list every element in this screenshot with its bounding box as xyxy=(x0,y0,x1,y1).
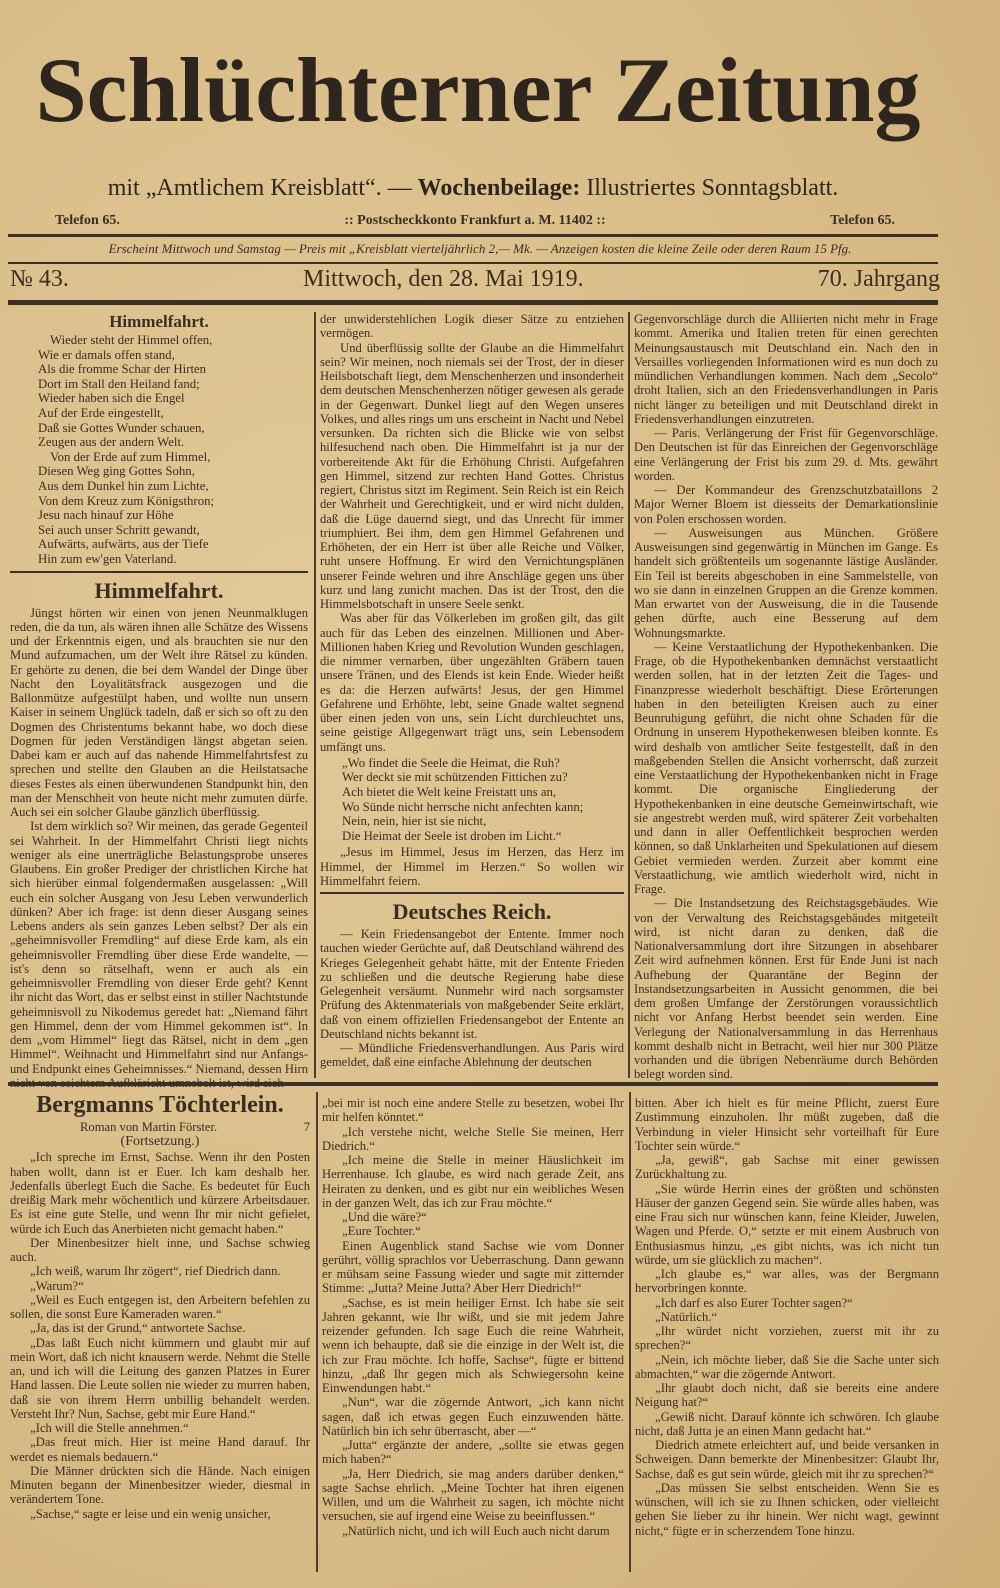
news-item: — Keine Verstaatlichung der Hypothekenbanken. Die Frage, ob die Hypothekenbanken demnächst verstaatlicht werden sollen, hat in der letzten Zeit die Tages- und Finanzpresse wiederholt beschäftigt. Diese Erörterungen haben in den beteiligten Kreisen auch zu einer Beunruhigung geführt, die nicht ohne Schaden für die Ordnung in unserem Hypothekenwesen bleiben konnte. Es wird deshalb von amtlicher Seite festgestellt, daß in den maßgebenden Stellen die Ansicht vorherrscht, daß zurzeit eine Verstaatlichung der Hypothekenbanken nicht in Frage kommt. Die organische Eingliederung der Hypothekenbanken in eine deutsche Gemeinwirtschaft, wie sie angestrebt werden muß, wird späterer Zeit vorbehalten und dann in aller Oeffentlichkeit besprochen werden können, so daß Unklarheiten und Spekulationen auf diesem Gebiet vermieden werden. Zurzeit aber kommt eine Verstaatlichung, wie amtlich wiederholt wird, nicht in Frage. xyxy=(634,639,938,896)
section-title-deutsches-reich: Deutsches Reich. xyxy=(392,899,552,925)
poem-line: Auf der Erde eingestellt, xyxy=(38,405,164,420)
paragraph: bitten. Aber ich hielt es für meine Pflicht, zuerst Eure Zustimmung einzuholen. Ihr müßt zugeben, daß die Verbindung in vieler Hinsicht sehr vorteilhaft für Eure Tochter sein würde.“ xyxy=(635,1096,939,1153)
divider xyxy=(8,262,938,264)
paragraph: „Ich spreche im Ernst, Sachse. Wenn ihr den Posten haben wollt, dann ist er Euer. Ich kam deshalb her. Jedenfalls überlegt Euch die Sache. Es bedeutet für Euch dreißig Mark mehr wöchentlich und kürzere Arbeitsdauer. Es ist eine gute Stelle, und wenn Ihr mir nicht gefielet, würde ich Euch das Anerbieten nicht gemacht haben.“ xyxy=(10,1150,310,1236)
volume-year: 70. Jahrgang xyxy=(817,266,940,292)
verse-line: Die Heimat der Seele ist droben im Licht.“ xyxy=(342,828,562,843)
paragraph: „Das freut mich. Hier ist meine Hand darauf. Ihr werdet es niemals bedauern.“ xyxy=(10,1435,310,1464)
serial-title: Bergmanns Töchterlein. xyxy=(36,1092,284,1118)
dateline xyxy=(10,266,940,293)
news-item: — Ausweisungen aus München. Größere Ausweisungen sind gegenwärtig in München im Gange. Es handelt sich größtenteils um sogenannte lästige Ausländer. Ein Teil ist bereits abgeschoben in eine Sammelstelle, von wo sie dann in einzelnen Gruppen an die Grenze kommen. Man erwartet von der Ausweisung, die in die Tausende gehen dürfte, auch eine Besserung auf dem Wohnungsmarkte. xyxy=(634,525,938,640)
news-items-continued xyxy=(634,312,938,1082)
poem-line: Dort im Stall den Heiland fand; xyxy=(38,376,200,391)
poem-line: Wieder steht der Himmel offen, xyxy=(50,333,213,347)
serial-text xyxy=(635,1096,939,1538)
paragraph: „Jutta“ ergänzte der andere, „sollte sie etwas gegen mich haben?“ xyxy=(322,1438,624,1467)
masthead-subtitle xyxy=(18,172,928,204)
poem-line: Von dem Kreuz zum Königsthron; xyxy=(38,493,215,508)
divider xyxy=(320,892,624,894)
article-title: Himmelfahrt. xyxy=(94,577,224,603)
phone-right: Telefon 65. xyxy=(830,213,895,228)
paragraph: Jüngst hörten wir einen von jenen Neunmalklugen reden, die da tun, als wären ihnen alle Schätze des Wissens und der Erkenntnis eigen, und als brauchten sie nur den Mund aufzumachen, um der Welt ihre Rätsel zu künden. Er gehörte zu denen, die bei dem Wandel der Dinge über Nacht den Loyalitätsfrack ausgezogen und die Ballonmütze aufgestülpt haben, und wollte nun unsern Kaiser in seinem Unglück tadeln, daß er sich so oft zu den Dogmen des Christentums bekannt habe, wo doch diese Dogmen für jeden Verständigen längst abgetan seien. Dabei kam er auch auf das nahende Himmelfahrtsfest zu sprechen und stellte den Glauben an die Heilstatsache dieses Festes als einen überwundenen Standpunkt hin, den man der Menschheit von heute nicht mehr zumuten dürfe. Auch sei ein solcher Glaube gänzlich überflüssig. xyxy=(10,605,308,819)
serial-continued: (Fortsetzung.) xyxy=(120,1134,200,1150)
paragraph: „Ihr glaubt doch nicht, daß sie bereits eine andere Neigung hat?“ xyxy=(635,1381,939,1410)
verse-line: Wer deckt sie mit schützenden Fittichen zu? xyxy=(342,770,568,785)
poem-title: Himmelfahrt. xyxy=(109,312,209,331)
serial-byline-row xyxy=(10,1120,310,1134)
paragraph: „Ihr würdet nicht vorziehen, zuerst mit ihr zu sprechen?“ xyxy=(635,1324,939,1353)
paragraph: „Natürlich.“ xyxy=(655,1309,718,1324)
poem-line: Jesu nach hinauf zur Höhe xyxy=(38,508,174,523)
poem-line: Daß sie Gottes Wunder schauen, xyxy=(38,420,205,435)
subtitle-weekly-label: Wochenbeilage: xyxy=(417,175,581,201)
divider xyxy=(8,1082,938,1086)
paragraph: Einen Augenblick stand Sachse wie vom Donner gerührt, völlig sprachlos vor Ueberraschung. Dann gewann er mühsam seine Fassung wieder und sagte mit zitternder Stimme: „Jutta? Meine Jutta? Aber Herr Diedrich!“ xyxy=(322,1238,624,1296)
divider xyxy=(10,571,308,573)
paragraph: der unwiderstehlichen Logik dieser Sätze zu entziehen vermögen. xyxy=(320,312,624,341)
poem-line: Sei auch unser Schritt gewandt, xyxy=(38,522,200,537)
paragraph: „Und die wäre?“ xyxy=(342,1210,427,1224)
postal-account: :: Postscheckkonto Frankfurt a. M. 11402 :: xyxy=(344,213,606,228)
divider xyxy=(8,300,938,305)
news-item: — Kein Friedensangebot der Entente. Immer noch tauchen wieder Gerüchte auf, daß Deutschland während des Krieges Gelegenheit gehabt hätte, mit der Entente Frieden zu schließen und die deutsche Regierung habe diese Gelegenheit versäumt. Nunmehr wird nach sorgsamster Prüfung des Aktenmaterials von maßgebender Seite erklärt, daß von einem offiziellen Friedensangebot der Entente an Deutschland nichts bekannt ist. xyxy=(320,927,624,1041)
verse-line: Nein, nein, hier ist sie nicht, xyxy=(342,814,487,829)
news-item: — Die Instandsetzung des Reichstagsgebäudes. Wie von der Verwaltung des Reichstagsgebäudes mitgeteilt wird, ist nicht daran zu denken, daß die Nationalversammlung dort ihre Sitzungen in absehbarer Zeit wird aufnehmen können. Erst für Ende Juni ist nach Aufhebung der Quarantäne der Beginn der Instandsetzungsarbeiten in Aussicht genommen, die bei dem großen Umfange der Zerstörungen voraussichtlich nicht vor Anfang Herbst beendet sein werden. Eine Verlegung der Nationalversammlung in das Herrenhaus kommt deshalb nicht in Betracht, weil hier nur 300 Plätze vorhanden und die übrigen Nebenräume durch Behörden belegt worden sind. xyxy=(634,896,938,1082)
verse-line: Wo Sünde nicht herrsche nicht anfechten kann; xyxy=(342,799,584,814)
paragraph: „Eure Tochter.“ xyxy=(342,1224,421,1239)
paragraph: „Warum?“ xyxy=(30,1278,84,1293)
paragraph: Diedrich atmete erleichtert auf, und beide versanken in Schweigen. Dann bemerkte der Minenbesitzer: Glaubt Ihr, Sachse, daß es gut sein würde, gleich mit ihr zu sprechen?“ xyxy=(635,1438,939,1481)
paragraph: „Das müssen Sie selbst entscheiden. Wenn Sie es wünschen, will ich sie zu Ihnen schicken, oder vielleicht gehen Sie lieber zu ihr hinein. Wer nicht wagt, gewinnt nicht,“ fügte er in scherzendem Tone hinzu. xyxy=(635,1480,939,1538)
phone-left: Telefon 65. xyxy=(55,213,120,228)
quoted-verse xyxy=(320,756,624,844)
news-item: — Paris. Verlängerung der Frist für Gegenvorschläge. Den Deutschen ist für das Einreichen der Gegenvorschläge eine Verlängerung der Frist bis zum 29. d. Mts. gewährt worden. xyxy=(634,426,938,483)
subtitle-sunday-supplement: Illustriertes Sonntagsblatt. xyxy=(586,175,839,201)
column-rule xyxy=(629,1092,631,1572)
newspaper-title: Schlüchterner Zeitung xyxy=(35,39,921,141)
poem-line: Als die fromme Schar der Hirten xyxy=(38,362,207,377)
serial-column-2 xyxy=(322,1096,624,1588)
paragraph: „Ich glaube es,“ war alles, was der Bergmann hervorbringen konnte. xyxy=(635,1267,939,1296)
paragraph: Was aber für das Völkerleben im großen gilt, das gilt auch für das Leben des einzelnen. Millionen und Aber-Millionen haben Krieg und Revolution Wunden geschlagen, die nimmer vernarben, über ungezählten Gräbern tauen unsere Tränen, und des Elends ist kein Ende. Wieder heißt es da: die Herzen aufwärts! Jesus, der gen Himmel Gefahrene und Erhöhte, lebt, seine Gnade waltet segnend über einen jeden von uns, sein Licht durchleuchtet uns, seine geistige Allgegenwart trägt uns, sein Lebensodem umfängt uns. xyxy=(320,611,624,754)
paragraph: Ist dem wirklich so? Wir meinen, das gerade Gegenteil sei Wahrheit. In der Himmelfahrt Christi liegt nichts weniger als eine unerträgliche Belastungsprobe unseres Glaubens. Ein großer Prediger der christlichen Kirche hat sich hierüber einmal folgendermaßen ausgelassen: „Will euch ein solcher Ausgang von Jesu Leben verwunderlich dünken? Aber ich frage: ist denn dieser Ausgang seines Lebens anders als sein ganzes Leben selbst? Der als ein „geheimnisvoller Fremdling“ auf diese Erde kam, als ein geheimnisvoller Fremdling über diese Erde wandelte, — ist's denn so rätselhaft, wenn er auch als ein geheimnisvoller Fremdling von dieser Erde geht? Kennt ihr nicht das Wort, das er selbst einst in stiller Nachtstunde geheimnisvoll zu Nikodemus geredet hat: „Niemand fährt gen Himmel, denn der vom Himmel gekommen ist“. In dem „vom Himmel“ liegt das Rätsel, nicht in dem „gen Himmel“. Weihnacht und Himmelfahrt sind nur Anfangs- und Endpunkt eines Geheimnisses.“ Niemand, dessen Hirn xyxy=(10,819,308,1076)
paragraph: „Gewiß nicht. Darauf könnte ich schwören. Ich glaube nicht, daß Jutta je an einen Mann gedacht hat.“ xyxy=(635,1409,939,1438)
paragraph: „Ich meine die Stelle in meiner Häuslichkeit im Herrenhause. Ich glaube, es wird nach gerade Zeit, ans Heiraten zu denken, und es gibt nur ein weibliches Wesen in der ganzen Welt, das ich zur Frau möchte.“ xyxy=(322,1153,624,1210)
paragraph: „Ich weiß, warum Ihr zögert“, rief Diedrich dann. xyxy=(30,1264,281,1279)
paragraph: Und überflüssig sollte der Glaube an die Himmelfahrt sein? Wir meinen, noch niemals sei der Trost, der in dieser Heilsbotschaft liegt, dem Menschenherzen und insonderheit dem deutschen Menschenherzen nötiger gewesen als gerade in der Gegenwart. Dunkel liegt auf den Wegen unseres Volkes, und alles rings um uns erscheint in Nacht und Nebel versunken. Da richten sich die Blicke wie von selbst hilfesuchend nach oben. Die Himmelfahrt ist ja nur der vorbereitende Akt für die Erhöhung Christi. Aufgefahren gen Himmel, sitzend zur rechten Hand Gottes. Christus regiert, Christus sitzt im Regiment. Sein Reich ist ein Reich der Wahrheit und Gerechtigkeit, und er wird nicht dulden, daß die Lüge dauernd siegt, und das Unrecht für immer triumphiert. Bei ihm, dem gen Himmel Gefahrenen und Erhöheten, der ein Herr ist über alle Reiche und Völker, ruht unsere Hoffnung. Er wird den Vernichtungsplänen unserer Feinde wehren und ihre Anschläge gegen uns über kurz und lang zunicht machen. Das ist der Trost, den die Himmelsbotschaft in unsere Seele senkt. xyxy=(320,340,624,611)
article-closing: „Jesus im Himmel, Jesus im Herzen, das Herz im Himmel, der Himmel im Herzen.“ So wollen wir Himmelfahrt feiern. xyxy=(320,845,624,888)
verse-line: „Wo findet die Seele die Heimat, die Ruh? xyxy=(342,755,560,770)
poem-line: Diesen Weg ging Gottes Sohn, xyxy=(38,464,195,479)
paragraph: „Sachse,“ sagte er leise und ein wenig unsicher, xyxy=(30,1506,271,1521)
paragraph: „Ja, gewiß“, gab Sachse mit einer gewissen Zurückhaltung zu. xyxy=(635,1153,939,1182)
paragraph: „Nein, ich möchte lieber, daß Sie die Sache unter sich abmachten,“ war die zögernde Antwort. xyxy=(635,1352,939,1381)
column-rule xyxy=(314,312,316,1078)
column-3 xyxy=(634,312,938,1080)
issue-date: Mittwoch, den 28. Mai 1919. xyxy=(303,266,584,292)
news-item: — Der Kommandeur des Grenzschutzbataillons 2 Major Werner Bloem ist diesseits der Demarkationslinie von Polen erschossen worden. xyxy=(634,483,938,526)
masthead-info-row xyxy=(55,213,895,229)
paragraph: „Ich will die Stelle annehmen.“ xyxy=(30,1421,189,1435)
paragraph: Der Minenbesitzer hielt inne, und Sachse schwieg auch. xyxy=(10,1235,310,1264)
news-items xyxy=(320,927,624,1070)
serial-installment-number: 7 xyxy=(303,1120,310,1134)
poem-line: Wie er damals offen stand, xyxy=(38,347,175,362)
news-item: Gegenvorschläge durch die Alliierten nicht mehr in Frage kommt. Amerika und Italien treten für einen gerechten Meinungsaustausch mit Deutschland ein. Nach den in Versailles vorliegenden Informationen wird es nun doch zu mündlichen Verhandlungen kommen. Nach dem „Secolo“ droht Italien, sich an den Friedensverhandlungen in Paris nicht länger zu beteiligen und mit Deutschland direkt in Friedensverhandlungen einzutreten. xyxy=(634,312,938,426)
poem-line: Hin zum ew'gen Vaterland. xyxy=(38,551,177,566)
serial-author: Roman von Martin Förster. xyxy=(80,1120,218,1134)
column-rule xyxy=(628,312,630,1078)
paragraph: „Das laßt Euch nicht kümmern und glaubt mir auf mein Wort, daß ich nicht knausern werde. Nehmt die Stelle an, und ich will die Leitung des ganzen Platzes in Eurer Hand lassen. Die Leute sollen nie wieder zu murren haben, daß sie von ihrem Herrn unbillig behandelt werden. Versteht Ihr? Nun, Sachse, gebt mir Eure Hand.“ xyxy=(10,1335,310,1421)
poem xyxy=(10,333,308,567)
verse-line: Ach bietet die Welt keine Freistatt uns an, xyxy=(342,784,557,799)
publication-notice: Erscheint Mittwoch und Samstag — Preis mit „Kreisblatt vierteljährlich 2,— Mk. — Anzeigen kosten die kleine Zeile oder deren Raum 15 Pfg. xyxy=(108,241,852,256)
divider xyxy=(8,234,938,237)
column-1 xyxy=(10,310,308,1080)
article-body-continued xyxy=(320,312,624,754)
column-rule xyxy=(316,1092,318,1572)
issue-number: № 43. xyxy=(10,266,69,292)
paragraph: „Ja, Herr Diedrich, sie mag anders darüber denken,“ sagte Sachse ehrlich. „Meine Tochter hat ihren eigenen Willen, und um die Wahrheit zu sagen, ich möchte nicht versuchen, sie auf irgend eine Weise zu beeinflussen.“ xyxy=(322,1466,624,1524)
paragraph: „Sachse, es ist mein heiliger Ernst. Ich habe sie seit Jahren gekannt, wie Ihr wißt, und sie mit jedem Jahre reizender gefunden. Ich sage Euch die reine Wahrheit, wenn ich behaupte, daß sie die einzige in der Welt ist, die ich zur Frau möchte. Ich hoffe, Sachse“, fügte er bittend hinzu, „daß Ihr gegen mich als Schwiegersohn keine Einwendungen habt.“ xyxy=(322,1295,624,1395)
article-body xyxy=(10,606,308,1091)
paragraph: „Natürlich nicht, und ich will Euch auch nicht darum xyxy=(342,1523,610,1538)
paragraph: „bei mir ist noch eine andere Stelle zu besetzen, wobei Ihr mir helfen könntet.“ xyxy=(322,1096,624,1125)
poem-line: Aus dem Dunkel hin zum Lichte, xyxy=(38,478,209,493)
paragraph: „Ja, das ist der Grund,“ antwortete Sachse. xyxy=(30,1321,246,1336)
paragraph: „Ich verstehe nicht, welche Stelle Sie meinen, Herr Diedrich.“ xyxy=(322,1124,624,1153)
paragraph: Die Männer drückten sich die Hände. Nach einigen Minuten begann der Minenbesitzer wieder, diesmal in verändertem Tone. xyxy=(10,1463,310,1507)
masthead xyxy=(0,10,1000,170)
poem-line: Wieder haben sich die Engel xyxy=(38,391,185,406)
paragraph: „Nun“, war die zögernde Antwort, „ich kann nicht sagen, daß ich etwas gegen Euch einzuwenden hätte. Natürlich bin ich sehr überrascht, aber —“ xyxy=(322,1395,624,1438)
serial-column-1 xyxy=(10,1090,310,1588)
paragraph: „Weil es Euch entgegen ist, den Arbeitern befehlen zu sollen, die sonst Eure Kameraden waren.“ xyxy=(10,1292,310,1321)
news-item: — Mündliche Friedensverhandlungen. Aus Paris wird gemeldet, daß eine einfache Ablehnung der deutschen xyxy=(320,1041,624,1070)
poem-line: Aufwärts, aufwärts, aus der Tiefe xyxy=(38,537,209,552)
poem-line: Von der Erde auf zum Himmel, xyxy=(50,449,211,464)
serial-text xyxy=(322,1096,624,1538)
paragraph: „Ich darf es also Eurer Tochter sagen?“ xyxy=(655,1295,853,1310)
column-2 xyxy=(320,312,624,1080)
subtitle-kreisblatt: mit „Amtlichem Kreisblatt“. — xyxy=(107,175,412,201)
serial-text xyxy=(10,1150,310,1521)
poem-line: Zeugen aus der andern Welt. xyxy=(38,435,185,450)
paragraph: „Sie würde Herrin eines der größten und schönsten Häuser der ganzen Gegend sein. Sie würde alles haben, was eine Frau sich nur wünschen kann, feine Kleider, Juwelen, Wagen und Pferde. O,“ setzte er mit einem Ausbruch von Enthusiasmus hinzu, „es gibt nichts, was ich nicht tun würde, um sie glücklich zu machen“. xyxy=(635,1181,939,1267)
serial-column-3 xyxy=(635,1096,939,1588)
